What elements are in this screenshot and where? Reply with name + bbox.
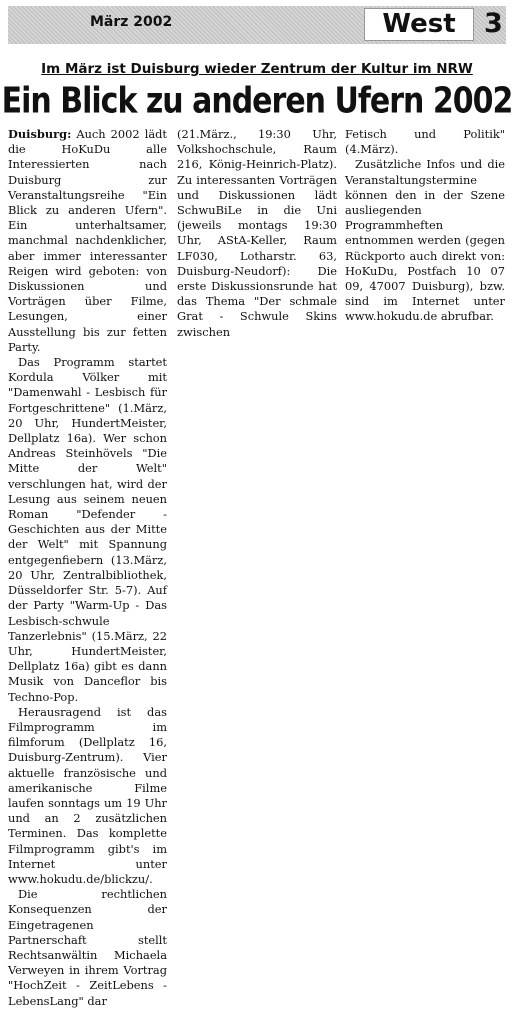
- paragraph: Herausragend ist das Filmprogramm im filmforum (Dellplatz 16, Duisburg-Zentrum). Vier aktuelle französische und amerikanische Filme laufen sonntags um 19 Uhr und an 2 zusätzlichen Terminen. Das komplette Filmprogramm gibt's im Internet unter www.hokudu.de/blickzu/.: [8, 704, 167, 886]
- section-label: West: [364, 8, 474, 41]
- paragraph: [8, 127, 167, 355]
- dateline: Duisburg:: [8, 127, 72, 141]
- page-number: 3: [484, 8, 503, 39]
- article-column-3: [345, 127, 505, 325]
- article-kicker: Im März ist Duisburg wieder Zentrum der Kultur im NRW: [41, 61, 473, 77]
- paragraph: Das Programm startet Kordula Völker mit "Damenwahl - Lesbisch für Fortgeschrittene" (1.März, 20 Uhr, HundertMeister, Dellplatz 16a). Wer schon Andreas Steinhövels "Die Mitte der Welt" verschlungen hat, wird der Lesung aus seinem neuen Roman "Defender - Geschichten aus der Mitte der Welt" mit Spannung entgegenfiebern (13.März, 20 Uhr, Zentralbibliothek, Düsseldorfer Str. 5-7). Auf der Party "Warm-Up - Das Lesbisch-schwule Tanzerlebnis" (15.März, 22 Uhr, HundertMeister, Dellplatz 16a) gibt es dann Musik von Danceflor bis Techno-Pop.: [8, 355, 167, 704]
- article-headline: Ein Blick zu anderen Ufern 2002: [1, 80, 513, 122]
- paragraph: Zusätzliche Infos und die Veranstaltungstermine können den in der Szene ausliegenden Programmheften entnommen werden (gegen Rückporto auch direkt von: HoKuDu, Postfach 10 07 09, 47007 Duisburg), bzw. sind im Internet unter www.hokudu.de abrufbar.: [345, 157, 505, 324]
- header-bar: [8, 6, 506, 44]
- paragraph: Die rechtlichen Konsequenzen der Eingetragenen Partnerschaft stellt Rechtsanwältin Michaela Verweyen in ihrem Vortrag "HochZeit - ZeitLebens - LebensLang" dar: [8, 887, 167, 1008]
- paragraph: (21.März., 19:30 Uhr, Volkshochschule, Raum 216, König-Heinrich-Platz). Zu interessanten Vorträgen und Diskussionen lädt SchwuBiLe in die Uni (jeweils montags 19:30 Uhr, AStA-Keller, Raum LF030, Lotharstr. 63, Duisburg-Neudorf): Die erste Diskussionsrunde hat das Thema "Der schmale Grat - Schwule Skins zwischen: [177, 127, 337, 339]
- article-column-1: [8, 127, 167, 1009]
- issue-date: März 2002: [90, 14, 173, 30]
- article-column-2: [177, 127, 337, 340]
- paragraph: Fetisch und Politik" (4.März).: [345, 127, 505, 157]
- paragraph-text: Auch 2002 lädt die HoKuDu alle Interessierten nach Duisburg zur Veranstaltungsreihe "Ein Blick zu anderen Ufern". Ein unterhaltsamer, manchmal nachdenklicher, aber immer interessanter Reigen wird geboten: von Diskussionen und Vorträgen über Filme, Lesungen, einer Ausstellung bis zur fetten Party.: [8, 127, 167, 354]
